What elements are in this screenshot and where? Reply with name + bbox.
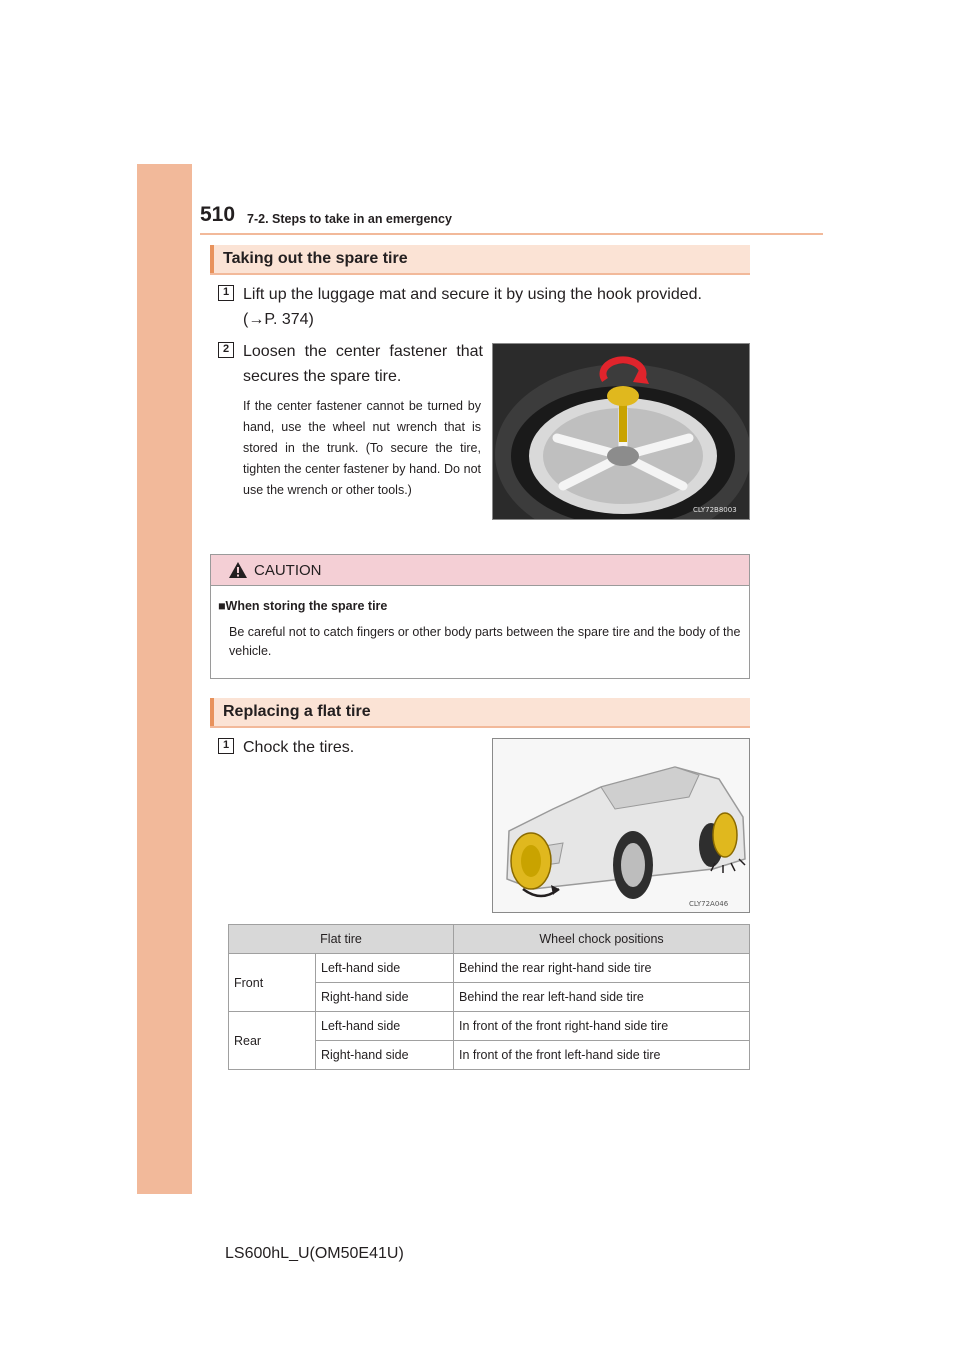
- table-row: [229, 1012, 750, 1041]
- table-header-row: [229, 925, 750, 954]
- caution-header: [211, 555, 749, 586]
- chapter-title: 7-2. Steps to take in an emergency: [247, 212, 452, 226]
- table-cell-position: In front of the front left-hand side tire: [454, 1041, 750, 1070]
- chapter-sidebar-tab: [137, 164, 192, 1194]
- step-text: Chock the tires.: [243, 739, 355, 756]
- table-cell-position: Behind the rear left-hand side tire: [454, 983, 750, 1012]
- caution-label: CAUTION: [254, 562, 322, 579]
- step-line: secures the spare tire.: [243, 368, 402, 385]
- step-number: 2: [218, 342, 234, 358]
- spare-tire-illustration: [492, 343, 750, 520]
- column-header: Wheel chock positions: [454, 925, 750, 954]
- step-line: Loosen the center fastener that: [243, 343, 483, 360]
- table-cell-side: Left-hand side: [316, 1012, 454, 1041]
- header-divider: [200, 233, 823, 235]
- step-text: [243, 282, 753, 332]
- section-heading-flat-tire: [210, 698, 750, 728]
- image-code: CLY72B8003: [693, 506, 737, 514]
- table-cell-side: Right-hand side: [316, 1041, 454, 1070]
- section-accent-stripe: [210, 245, 214, 273]
- table-cell-side: Left-hand side: [316, 954, 454, 983]
- table-cell-position: Behind the rear right-hand side tire: [454, 954, 750, 983]
- caution-box: [210, 554, 750, 679]
- table-cell-side: Right-hand side: [316, 983, 454, 1012]
- step-text: [243, 339, 483, 389]
- section-accent-stripe: [210, 698, 214, 726]
- image-code: CLY72A046: [689, 900, 729, 908]
- caution-body: Be careful not to catch fingers or other body parts between the spare tire and the body of the vehicle.: [229, 625, 741, 658]
- warning-icon: [228, 561, 248, 579]
- step-note: If the center fastener cannot be turned by hand, use the wheel nut wrench that is stored in the trunk. (To secure the tire, tighten the center fastener by hand. Do not use the wrench or other tools.): [243, 399, 481, 497]
- wheel-chock-illustration: [492, 738, 750, 913]
- section-heading-spare-tire: [210, 245, 750, 275]
- page-number: 510: [200, 203, 236, 226]
- wheel-chock-table: [228, 924, 750, 1070]
- page-reference: (→P. 374): [243, 311, 314, 328]
- table-cell-position: In front of the front right-hand side tire: [454, 1012, 750, 1041]
- table-cell-group: Front: [229, 954, 316, 1012]
- step-number: 1: [218, 285, 234, 301]
- column-header: Flat tire: [229, 925, 454, 954]
- table-cell-group: Rear: [229, 1012, 316, 1070]
- step-line: Lift up the luggage mat and secure it by using the hook provided.: [243, 286, 702, 303]
- caution-subheading: ■When storing the spare tire: [218, 599, 388, 613]
- table-row: [229, 954, 750, 983]
- section-title: Replacing a flat tire: [223, 703, 371, 720]
- footer-model-code: LS600hL_U(OM50E41U): [225, 1245, 404, 1262]
- step-number: 1: [218, 738, 234, 754]
- section-title: Taking out the spare tire: [223, 250, 408, 267]
